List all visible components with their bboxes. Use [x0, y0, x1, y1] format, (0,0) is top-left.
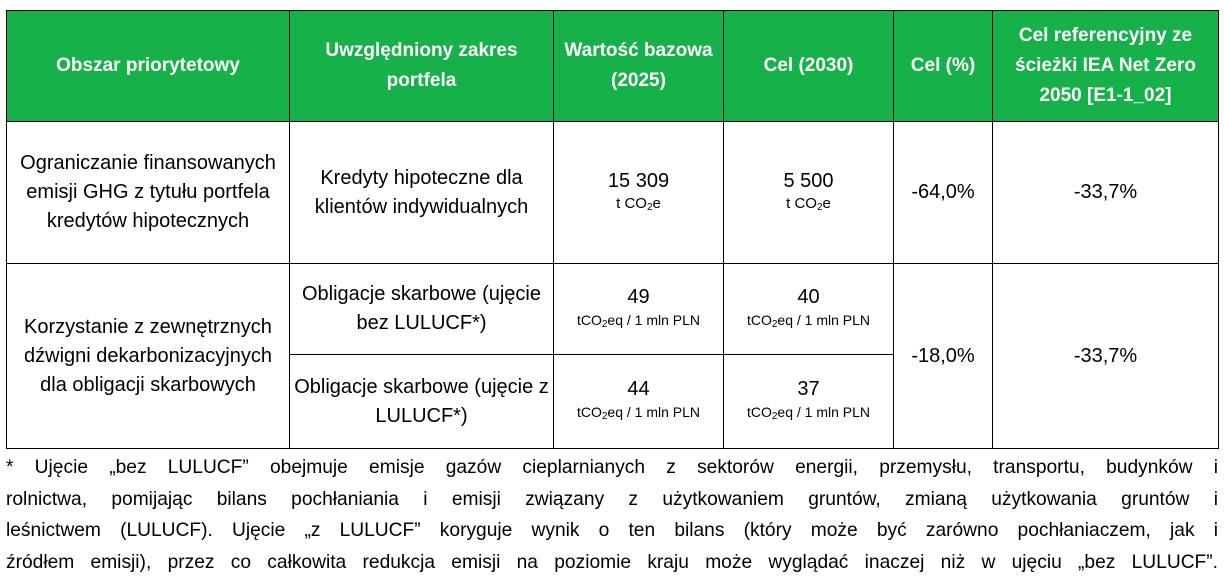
baseline-cell — [554, 355, 724, 449]
footnote-line: rolnictwa, pomijając bilans pochłaniania i emisji związany z użytkowaniem gruntów, zmianą użytkowania gruntów i — [6, 488, 1218, 510]
header-area: Obszar priorytetowy — [7, 11, 290, 122]
target-unit: tCO$_2$eq / 1 mln PLN — [746, 311, 871, 330]
target-value: 37 — [797, 378, 820, 400]
header-baseline: Wartość bazowa (2025) — [554, 11, 724, 122]
scope-cell: Obligacje skarbowe (ujęcie z LULUCF*) — [290, 355, 554, 449]
header-target: Cel (2030) — [724, 11, 894, 122]
baseline-value: 44 — [627, 378, 650, 400]
target-unit: tCO$_2$eq / 1 mln PLN — [746, 404, 871, 422]
reference-cell: -33,7% — [993, 122, 1219, 264]
reference-cell: -33,7% — [993, 264, 1219, 449]
area-cell: Korzystanie z zewnętrznych dźwigni dekarbonizacyjnych dla obligacji skarbowych — [7, 264, 290, 449]
target-unit: t $CO_2e$ — [786, 194, 831, 213]
target-pct-cell: -18,0% — [894, 264, 993, 449]
scope-cell: Obligacje skarbowe (ujęcie bez LULUCF*) — [290, 264, 554, 355]
targets-table — [6, 10, 1219, 449]
baseline-unit: tCO$_2$eq / 1 mln PLN — [576, 311, 701, 330]
footnote-line: leśnictwem (LULUCF). Ujęcie „z LULUCF” koryguje wynik o ten bilans (który może być zarówno pochłaniaczem, jak i — [6, 520, 1218, 541]
header-scope: Uwzględniony zakres portfela — [290, 11, 554, 122]
table-header-row — [7, 11, 1219, 122]
footnote-line: * Ujęcie „bez LULUCF” obejmuje emisje gazów cieplarnianych z sektorów energii, przemysłu, transportu, budynków i — [6, 457, 1218, 478]
header-reference: Cel referencyjny ze ścieżki IEA Net Zero 2050 [E1-1_02] — [993, 11, 1219, 122]
baseline-unit: t $CO_2e$ — [616, 194, 661, 213]
target-value: 40 — [797, 285, 820, 308]
area-cell: Ograniczanie finansowanych emisji GHG z tytułu portfela kredytów hipotecznych — [7, 122, 290, 264]
target-cell — [724, 264, 894, 355]
table-row — [7, 264, 1219, 355]
footnote-line: źródłem emisji), przez co całkowita redukcja emisji na poziomie kraju może wyglądać inaczej niż w ujęciu „bez LULUCF”. — [6, 551, 1218, 573]
target-value: 5 500 — [783, 169, 834, 192]
baseline-unit: tCO$_2$eq / 1 mln PLN — [576, 404, 701, 422]
target-cell — [724, 355, 894, 449]
baseline-cell — [554, 122, 724, 264]
baseline-value: 49 — [627, 285, 650, 308]
target-pct-cell: -64,0% — [894, 122, 993, 264]
target-cell — [724, 122, 894, 264]
header-target-pct: Cel (%) — [894, 11, 993, 122]
scope-cell: Kredyty hipoteczne dla klientów indywidualnych — [290, 122, 554, 264]
baseline-value: 15 309 — [607, 169, 670, 192]
baseline-cell — [554, 264, 724, 355]
table-row — [7, 122, 1219, 264]
footnote — [6, 452, 1218, 578]
